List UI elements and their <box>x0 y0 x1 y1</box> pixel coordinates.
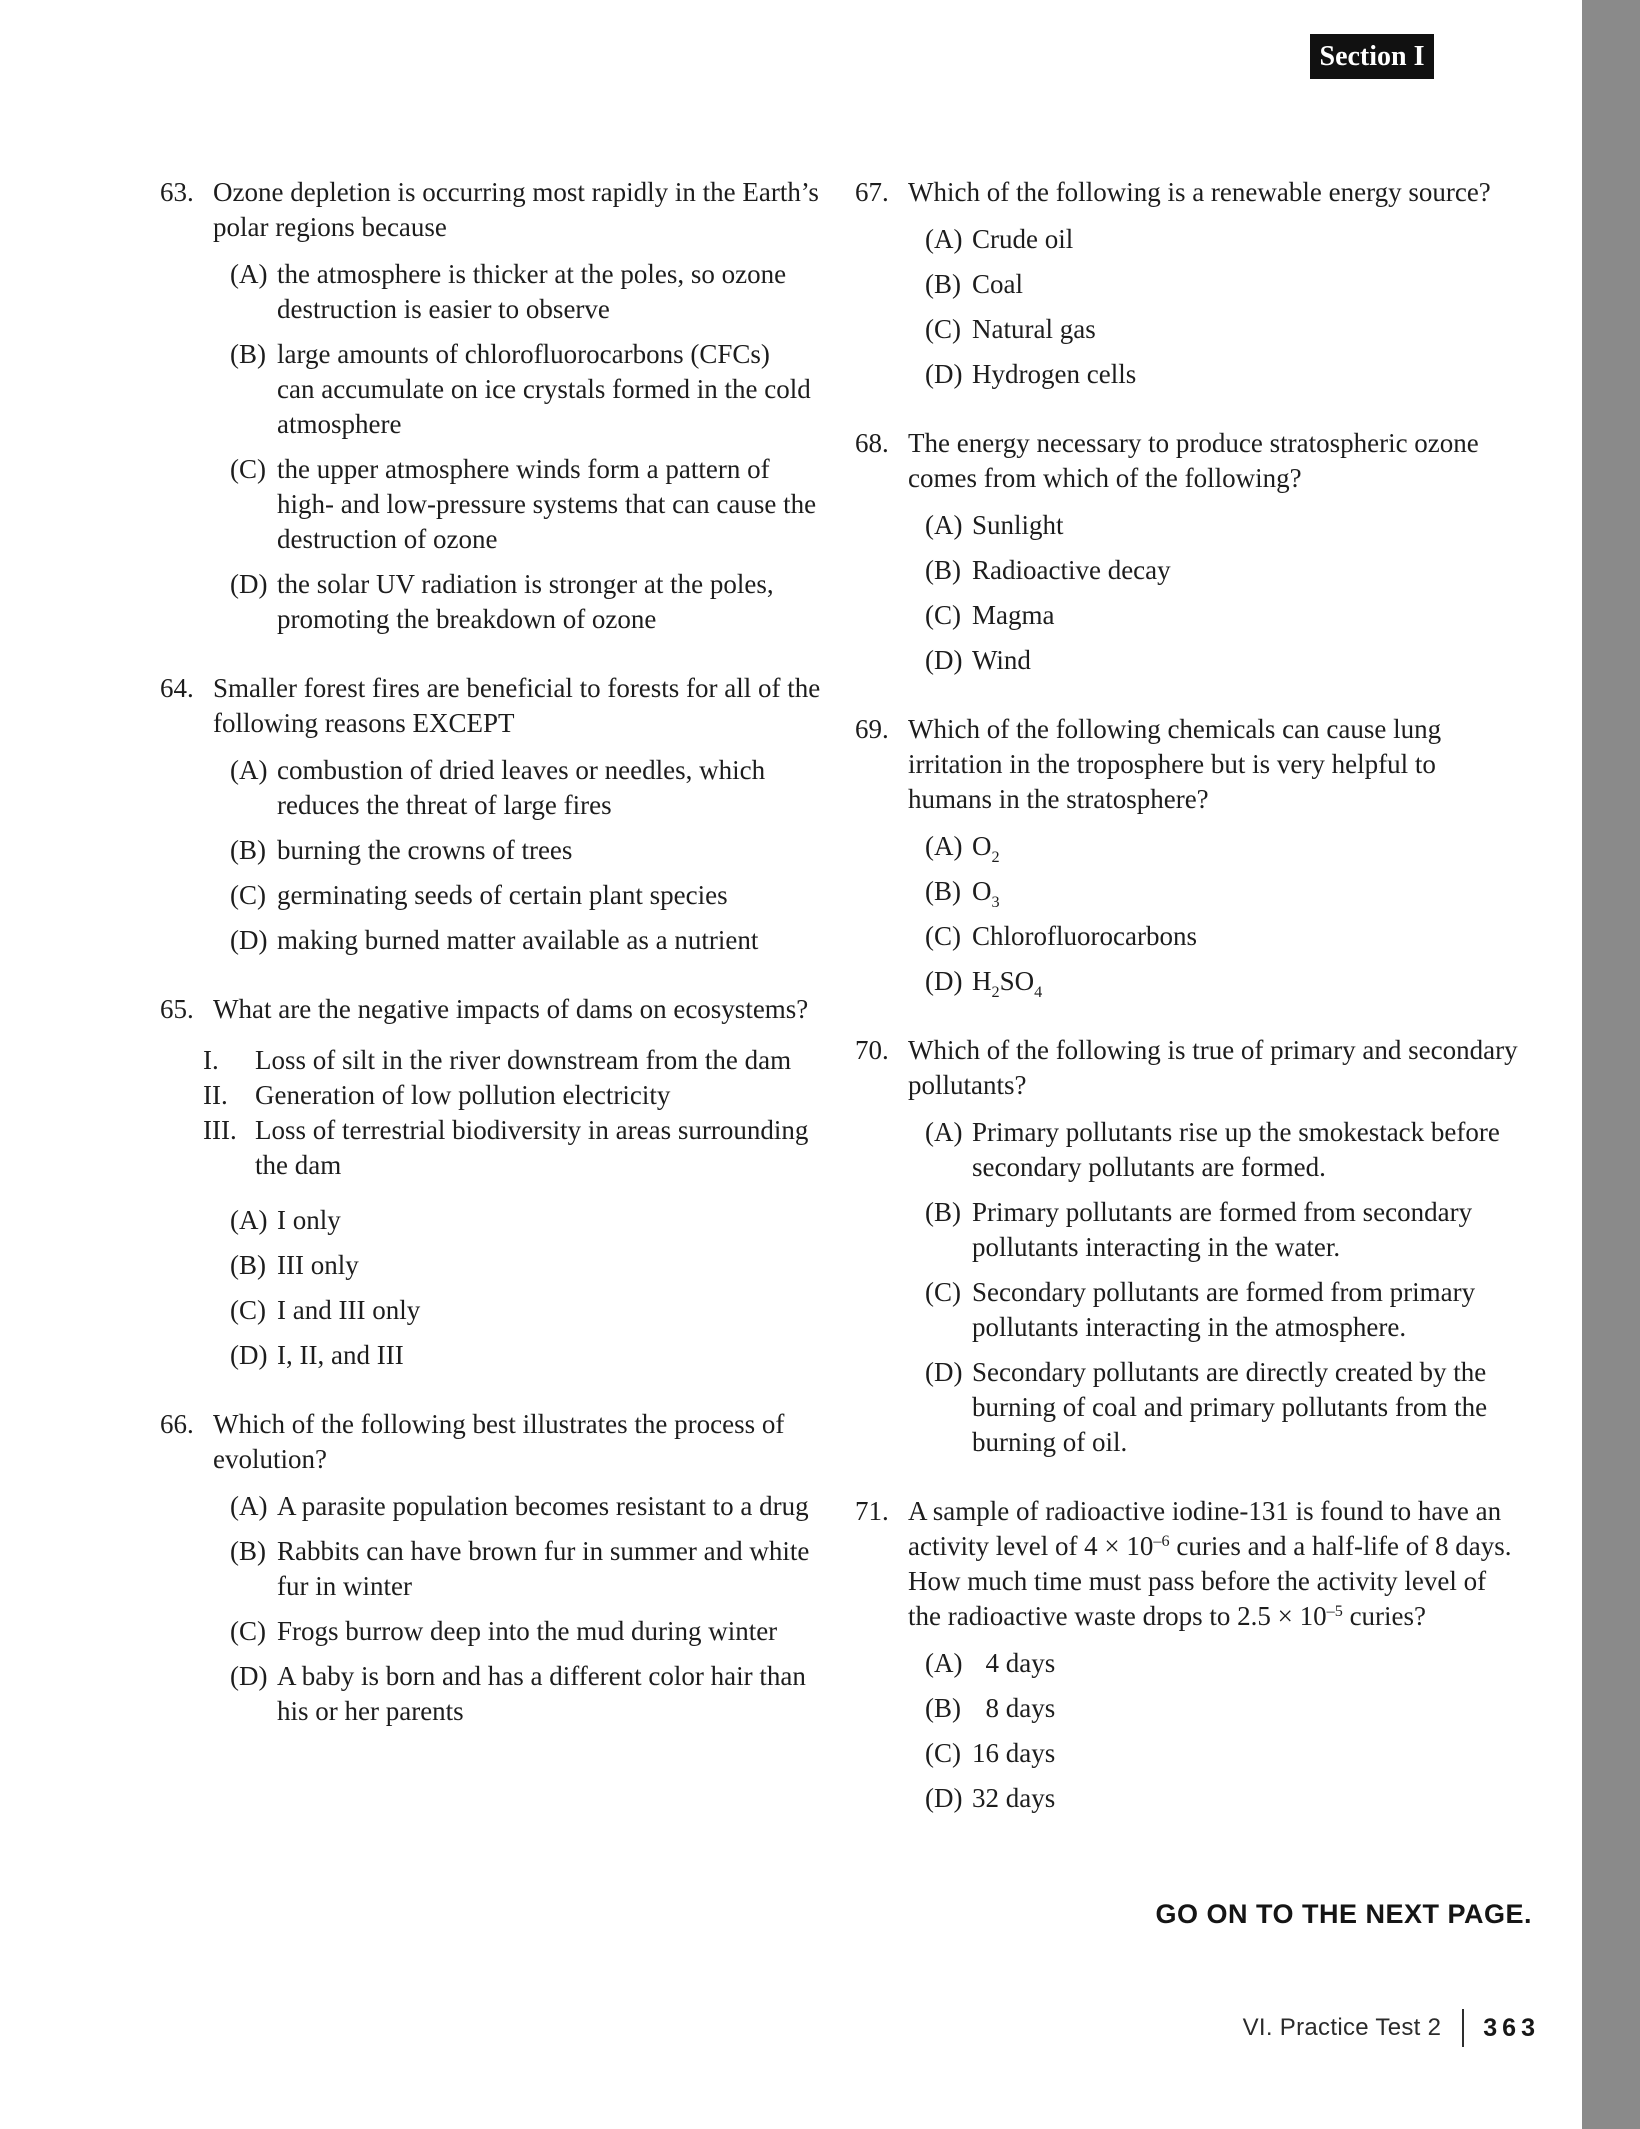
text-line: Which of the following best illustrates the process of <box>213 1409 785 1439</box>
option-label: (B) <box>230 1536 266 1566</box>
text-line: Rabbits can have brown fur in summer and white <box>277 1536 810 1566</box>
option-label: (A) <box>925 510 963 540</box>
option-text <box>972 1781 1535 1816</box>
roman-item <box>203 1113 840 1183</box>
text-line: Chlorofluorocarbons <box>972 921 1197 951</box>
option-label: (C) <box>925 600 961 630</box>
option-text <box>277 753 840 823</box>
option-text <box>972 1275 1535 1345</box>
question <box>855 426 1535 678</box>
text-line: making burned matter available as a nutrient <box>277 925 759 955</box>
option-label: (D) <box>230 1340 268 1370</box>
option-label: (A) <box>925 1117 963 1147</box>
text-line: Radioactive decay <box>972 555 1171 585</box>
text-line: Generation of low pollution electricity <box>255 1080 671 1110</box>
answer-option <box>230 1489 840 1524</box>
answer-option <box>925 1781 1535 1816</box>
options <box>213 753 840 958</box>
text-line: Sunlight <box>972 510 1064 540</box>
text-line: $H_2SO_4$ <box>972 966 1043 1001</box>
option-label: (A) <box>230 1205 268 1235</box>
text-line: burning of coal and primary pollutants from the <box>972 1392 1488 1422</box>
options <box>213 1203 840 1373</box>
option-label: (B) <box>925 555 961 585</box>
answer-option <box>230 1248 840 1283</box>
question <box>160 1407 840 1729</box>
answer-option <box>230 1203 840 1238</box>
option-text <box>277 1659 840 1729</box>
question-body <box>908 1033 1535 1460</box>
question-body <box>213 175 840 637</box>
text-line: comes from which of the following? <box>908 463 1302 493</box>
question-number: 71. <box>855 1496 889 1526</box>
question-number: 67. <box>855 177 889 207</box>
text-line: Ozone depletion is occurring most rapidly in the Earth’s <box>213 177 819 207</box>
answer-option <box>230 1614 840 1649</box>
option-label: (B) <box>230 835 266 865</box>
answer-option <box>925 1115 1535 1185</box>
question <box>160 175 840 637</box>
text-line: Secondary pollutants are formed from primary <box>972 1277 1476 1307</box>
option-text <box>972 267 1535 302</box>
answer-option <box>925 598 1535 633</box>
option-label: (C) <box>925 1738 961 1768</box>
question-body <box>213 671 840 958</box>
option-text <box>972 1736 1535 1771</box>
text-line: Which of the following is a renewable energy source? <box>908 177 1491 207</box>
text-line: high- and low-pressure systems that can cause the <box>277 489 817 519</box>
text-line: Natural gas <box>972 314 1096 344</box>
answer-option <box>925 1691 1535 1726</box>
options <box>908 829 1535 999</box>
question <box>160 671 840 958</box>
text-line: the atmosphere is thicker at the poles, so ozone <box>277 259 787 289</box>
section-badge <box>1310 34 1434 79</box>
text-line: irritation in the troposphere but is very helpful to <box>908 749 1436 779</box>
answer-option <box>925 829 1535 864</box>
question-number: 65. <box>160 994 194 1024</box>
page-footer <box>1243 2008 1540 2048</box>
text-line: Crude oil <box>972 224 1074 254</box>
question-body <box>908 175 1535 392</box>
text-line: 16 days <box>972 1738 1056 1768</box>
answer-option <box>230 257 840 327</box>
answer-option <box>925 1736 1535 1771</box>
go-on-instruction: GO ON TO THE NEXT PAGE. <box>1155 1899 1532 1929</box>
answer-option <box>925 222 1535 257</box>
text-line: following reasons EXCEPT <box>213 708 515 738</box>
text-line: fur in winter <box>277 1571 412 1601</box>
text-line: humans in the stratosphere? <box>908 784 1209 814</box>
options <box>908 222 1535 392</box>
text-line: Which of the following is true of primary and secondary <box>908 1035 1518 1065</box>
option-text <box>277 1614 840 1649</box>
text-line: pollutants? <box>908 1070 1027 1100</box>
text-line: Secondary pollutants are directly created by the <box>972 1357 1487 1387</box>
text-line: promoting the breakdown of ozone <box>277 604 657 634</box>
text-line: Coal <box>972 269 1023 299</box>
option-text <box>972 1691 1535 1726</box>
roman-label: III. <box>203 1115 237 1145</box>
option-text <box>972 357 1535 392</box>
answer-option <box>230 878 840 913</box>
option-text <box>972 964 1535 999</box>
answer-option <box>925 508 1535 543</box>
option-text <box>972 312 1535 347</box>
text-line: 32 days <box>972 1783 1056 1813</box>
option-text <box>277 833 840 868</box>
footer-divider <box>1462 2009 1464 2047</box>
option-text <box>972 508 1535 543</box>
question-body <box>908 426 1535 678</box>
text-line: burning of oil. <box>972 1427 1128 1457</box>
text-line: secondary pollutants are formed. <box>972 1152 1326 1182</box>
text-line: A parasite population becomes resistant to a drug <box>277 1491 809 1521</box>
text-line: Wind <box>972 645 1031 675</box>
option-label: (D) <box>925 1783 963 1813</box>
roman-text <box>255 1113 840 1183</box>
option-label: (A) <box>925 831 963 861</box>
option-label: (C) <box>925 1277 961 1307</box>
answer-option <box>230 1534 840 1604</box>
text-line: How much time must pass before the activity level of <box>908 1566 1487 1596</box>
answer-option <box>925 312 1535 347</box>
text-line: $O_2$ <box>972 831 1000 866</box>
option-label: (D) <box>925 359 963 389</box>
option-text <box>277 337 840 442</box>
question-body <box>203 992 840 1373</box>
option-text <box>277 878 840 913</box>
text-line: $O_3$ <box>972 876 1000 911</box>
text-line: Which of the following chemicals can cause lung <box>908 714 1442 744</box>
option-label: (D) <box>925 1357 963 1387</box>
question-body <box>908 712 1535 999</box>
text-line: his or her parents <box>277 1696 464 1726</box>
text-line: the solar UV radiation is stronger at the poles, <box>277 569 774 599</box>
answer-option <box>925 1355 1535 1460</box>
question <box>855 175 1535 392</box>
question-stem <box>908 1033 1535 1103</box>
text-line: I only <box>277 1205 341 1235</box>
text-line: pollutants interacting in the atmosphere. <box>972 1312 1407 1342</box>
answer-option <box>925 357 1535 392</box>
answer-option <box>230 923 840 958</box>
question-stem <box>908 175 1535 210</box>
text-line: destruction of ozone <box>277 524 498 554</box>
text-line: can accumulate on ice crystals formed in the cold <box>277 374 811 404</box>
column-left <box>160 175 840 1729</box>
text-line: the dam <box>255 1150 342 1180</box>
question-body <box>908 1494 1535 1816</box>
options <box>908 1646 1535 1816</box>
text-line: 4 days <box>972 1648 1056 1678</box>
text-line: large amounts of chlorofluorocarbons (CFCs) <box>277 339 770 369</box>
option-label: (A) <box>230 755 268 785</box>
options <box>908 1115 1535 1460</box>
options <box>908 508 1535 678</box>
option-text <box>277 257 840 327</box>
text-line: activity level of $4 \times 10^{-6}$ curies and a half-life of 8 days. <box>908 1531 1512 1561</box>
footer-label: VI. Practice Test 2 <box>1242 2014 1442 2041</box>
text-line: Primary pollutants are formed from secondary <box>972 1197 1473 1227</box>
option-text <box>972 1115 1535 1185</box>
option-text <box>972 222 1535 257</box>
text-line: Frogs burrow deep into the mud during winter <box>277 1616 778 1646</box>
question-number: 64. <box>160 673 194 703</box>
text-line: germinating seeds of certain plant species <box>277 880 728 910</box>
option-label: (C) <box>925 921 961 951</box>
text-line: I, II, and III <box>277 1340 404 1370</box>
answer-option <box>925 964 1535 999</box>
option-label: (B) <box>925 269 961 299</box>
option-label: (D) <box>230 925 268 955</box>
text-line: Magma <box>972 600 1055 630</box>
option-text <box>277 1203 840 1238</box>
text-line: destruction is easier to observe <box>277 294 610 324</box>
question <box>855 712 1535 999</box>
answer-option <box>230 1338 840 1373</box>
answer-option <box>230 1293 840 1328</box>
question-stem <box>908 712 1535 817</box>
option-label: (C) <box>230 880 266 910</box>
question <box>855 1033 1535 1460</box>
question-stem <box>213 175 840 245</box>
answer-option <box>230 753 840 823</box>
question-number: 68. <box>855 428 889 458</box>
question <box>160 992 840 1373</box>
answer-option <box>925 267 1535 302</box>
option-label: (D) <box>230 1661 268 1691</box>
option-text <box>972 553 1535 588</box>
text-line: A sample of radioactive iodine-131 is found to have an <box>908 1496 1502 1526</box>
text-line: Loss of silt in the river downstream from the dam <box>255 1045 792 1075</box>
option-text <box>277 567 840 637</box>
option-label: (B) <box>230 1250 266 1280</box>
text-line: evolution? <box>213 1444 327 1474</box>
text-line: III only <box>277 1250 359 1280</box>
text-line: the radioactive waste drops to $2.5 \times 10^{-5}$ curies? <box>908 1601 1427 1631</box>
option-text <box>972 874 1535 909</box>
option-text <box>277 1489 840 1524</box>
option-text <box>972 1195 1535 1265</box>
roman-item <box>203 1078 840 1113</box>
text-line: combustion of dried leaves or needles, which <box>277 755 766 785</box>
text-line: pollutants interacting in the water. <box>972 1232 1341 1262</box>
option-label: (A) <box>925 1648 963 1678</box>
option-label: (B) <box>230 339 266 369</box>
text-line: polar regions because <box>213 212 447 242</box>
option-text <box>972 598 1535 633</box>
answer-option <box>925 643 1535 678</box>
roman-label: I. <box>203 1045 219 1075</box>
option-label: (C) <box>230 1295 266 1325</box>
answer-option <box>925 1195 1535 1265</box>
answer-option <box>230 833 840 868</box>
answer-option <box>230 1659 840 1729</box>
answer-option <box>925 1275 1535 1345</box>
option-label: (C) <box>925 314 961 344</box>
text-line: The energy necessary to produce stratospheric ozone <box>908 428 1479 458</box>
question-stem <box>213 1407 840 1477</box>
text-line: Loss of terrestrial biodiversity in areas surrounding <box>255 1115 809 1145</box>
question-number: 66. <box>160 1409 194 1439</box>
option-label: (D) <box>925 645 963 675</box>
answer-option <box>230 567 840 637</box>
option-text <box>972 643 1535 678</box>
roman-item <box>203 1043 840 1078</box>
page-number: 363 <box>1483 2013 1540 2042</box>
text-line: Smaller forest fires are beneficial to forests for all of the <box>213 673 821 703</box>
roman-text <box>255 1078 840 1113</box>
roman-list <box>203 1043 840 1183</box>
option-text <box>972 1355 1535 1460</box>
question-number: 63. <box>160 177 194 207</box>
option-text <box>277 923 840 958</box>
options <box>213 257 840 637</box>
question-number: 70. <box>855 1035 889 1065</box>
question-stem <box>908 1494 1535 1634</box>
option-text <box>277 1338 840 1373</box>
text-line: What are the negative impacts of dams on ecosystems? <box>213 994 809 1024</box>
option-label: (B) <box>925 1197 961 1227</box>
side-strip <box>1582 0 1640 2129</box>
answer-option <box>925 919 1535 954</box>
question-stem <box>213 992 840 1027</box>
text-line: 8 days <box>972 1693 1056 1723</box>
text-line: reduces the threat of large fires <box>277 790 612 820</box>
option-label: (C) <box>230 454 266 484</box>
answer-option <box>925 553 1535 588</box>
option-text <box>277 1248 840 1283</box>
option-label: (B) <box>925 1693 961 1723</box>
option-text <box>277 1534 840 1604</box>
option-label: (B) <box>925 876 961 906</box>
option-label: (D) <box>230 569 268 599</box>
question-stem <box>908 426 1535 496</box>
roman-label: II. <box>203 1080 228 1110</box>
answer-option <box>925 874 1535 909</box>
text-line: atmosphere <box>277 409 402 439</box>
text-line: Hydrogen cells <box>972 359 1137 389</box>
option-text <box>972 829 1535 864</box>
question <box>855 1494 1535 1816</box>
option-text <box>277 1293 840 1328</box>
text-line: I and III only <box>277 1295 421 1325</box>
text-line: A baby is born and has a different color hair than <box>277 1661 806 1691</box>
column-right <box>855 175 1535 1816</box>
text-line: burning the crowns of trees <box>277 835 573 865</box>
option-label: (A) <box>230 259 268 289</box>
option-label: (C) <box>230 1616 266 1646</box>
option-text <box>972 919 1535 954</box>
text-line: the upper atmosphere winds form a pattern of <box>277 454 770 484</box>
answer-option <box>230 337 840 442</box>
answer-option <box>925 1646 1535 1681</box>
option-text <box>972 1646 1535 1681</box>
roman-text <box>255 1043 840 1078</box>
option-text <box>277 452 840 557</box>
answer-option <box>230 452 840 557</box>
option-label: (A) <box>925 224 963 254</box>
text-line: Primary pollutants rise up the smokestack before <box>972 1117 1500 1147</box>
question-body <box>213 1407 840 1729</box>
option-label: (D) <box>925 966 963 996</box>
section-badge-label: Section I <box>1319 40 1425 72</box>
options <box>213 1489 840 1729</box>
option-label: (A) <box>230 1491 268 1521</box>
question-number: 69. <box>855 714 889 744</box>
question-stem <box>213 671 840 741</box>
